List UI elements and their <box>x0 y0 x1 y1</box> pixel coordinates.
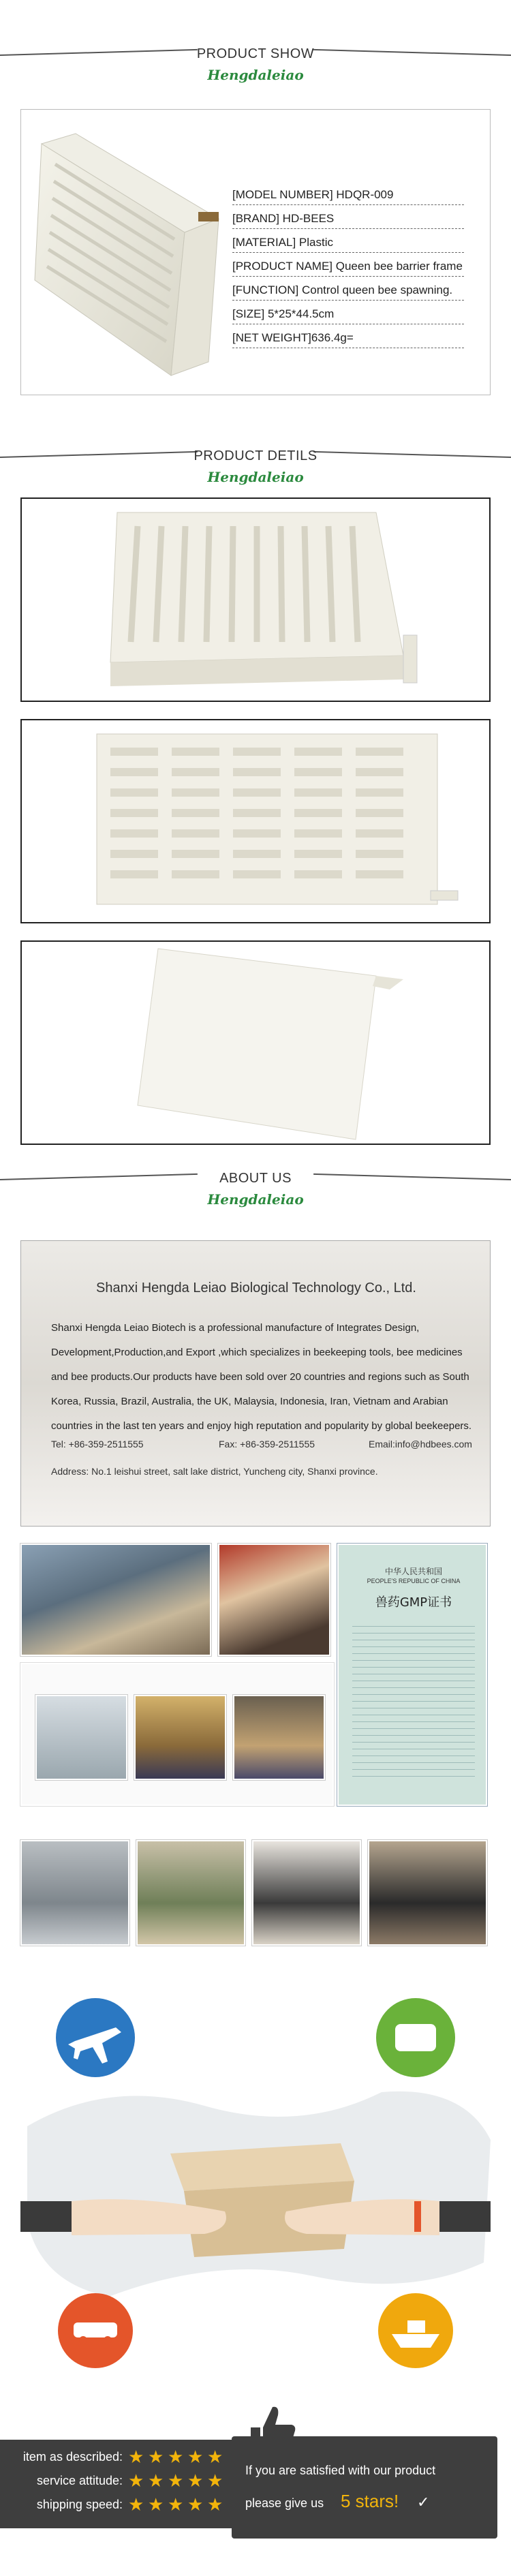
spec-material: [MATERIAL] Plastic <box>232 236 464 253</box>
contact-tel: Tel: +86-359-2511555 <box>51 1439 144 1450</box>
contact-fax: Fax: +86-359-2511555 <box>219 1439 315 1450</box>
rating-message-line2: please give us <box>245 2496 324 2510</box>
certificate-title: 兽药GMP证书 <box>375 1595 452 1610</box>
spec-brand: [BRAND] HD-BEES <box>232 212 464 229</box>
spec-net-weight: [NET WEIGHT]636.4g= <box>232 331 464 348</box>
section-title: PRODUCT DETILS <box>193 448 318 463</box>
star-icon: ★ <box>128 2447 144 2468</box>
star-icon: ★ <box>207 2447 223 2468</box>
gmp-certificate <box>337 1544 487 1806</box>
workshop-photo <box>136 1840 245 1946</box>
rating-label-shipping: shipping speed: <box>36 2498 123 2511</box>
rating-highlight: 5 stars! <box>341 2491 399 2511</box>
star-icon: ★ <box>187 2495 204 2515</box>
star-icon: ★ <box>128 2495 144 2515</box>
detail-image-3 <box>20 940 491 1145</box>
rating-label-service: service attitude: <box>36 2474 123 2487</box>
spec-product-name: [PRODUCT NAME] Queen bee barrier frame <box>232 260 464 277</box>
team-photo <box>134 1695 226 1780</box>
contact-address: Address: No.1 leishui street, salt lake district, Yuncheng city, Shanxi province. <box>51 1466 378 1477</box>
star-icon: ★ <box>168 2495 184 2515</box>
star-icon: ★ <box>148 2447 164 2468</box>
star-icon: ★ <box>148 2471 164 2491</box>
spec-function: [FUNCTION] Control queen bee spawning. <box>232 283 464 301</box>
detail-image-1 <box>20 497 491 702</box>
brand-logo: Hengdaleiao <box>207 67 304 83</box>
certificate-line1: 中华人民共和国 <box>384 1567 442 1576</box>
section-title: ABOUT US <box>219 1171 292 1186</box>
warehouse-photo <box>20 1840 129 1946</box>
star-icon: ★ <box>168 2471 184 2491</box>
group-photo <box>368 1840 487 1946</box>
meeting-photo <box>233 1695 325 1780</box>
rating-banner <box>0 2426 511 2576</box>
company-name: Shanxi Hengda Leiao Biological Technology Co., Ltd. <box>96 1281 416 1295</box>
section-header-about-us <box>0 1159 511 1233</box>
star-icon: ★ <box>128 2471 144 2491</box>
spec-size: [SIZE] 5*25*44.5cm <box>232 307 464 324</box>
brand-logo: Hengdaleiao <box>207 1191 304 1208</box>
product-show-panel <box>20 109 491 395</box>
check-icon: ✓ <box>417 2494 430 2511</box>
factory-photo <box>35 1695 127 1780</box>
certificate-line2: PEOPLE'S REPUBLIC OF CHINA <box>367 1578 461 1584</box>
section-header-product-show <box>0 34 511 109</box>
handshake-photo <box>252 1840 361 1946</box>
certificate-body <box>352 1620 475 1777</box>
detail-image-2 <box>20 719 491 923</box>
about-us-panel <box>20 1240 491 1527</box>
contact-email: Email:info@hdbees.com <box>369 1439 472 1450</box>
star-icon: ★ <box>148 2495 164 2515</box>
exhibition-photo <box>20 1544 211 1656</box>
rating-scores <box>0 2440 232 2528</box>
section-title: PRODUCT SHOW <box>196 46 315 61</box>
star-icon: ★ <box>168 2447 184 2468</box>
star-icon: ★ <box>207 2471 223 2491</box>
star-icon: ★ <box>207 2495 223 2515</box>
product-image-frame <box>28 130 226 382</box>
exhibition-photo <box>218 1544 330 1656</box>
company-description: Shanxi Hengda Leiao Biotech is a professional manufacture of Integrates Design, Development,Production,and Export ,which specializes in beekeeping tools, bee medicines and bee products.Our products have been sold over 20 countries and regions such as South Korea, Russia, Brazil, Australia, the UK, Malaysia, Indonesia, Iran, Vietnam and Arabian countries in the last ten years and enjoy high reputation and popularity by global beekeepers. <box>51 1322 472 1432</box>
spec-model-number: [MODEL NUMBER] HDQR-009 <box>232 188 464 205</box>
rating-message-panel <box>232 2436 497 2539</box>
rating-label-item: item as described: <box>22 2450 123 2464</box>
photo-group-panel <box>20 1663 334 1806</box>
rating-message-line1: If you are satisfied with our product <box>245 2464 436 2477</box>
brand-logo: Hengdaleiao <box>207 469 304 485</box>
star-icon: ★ <box>187 2471 204 2491</box>
shipping-illustration <box>0 1976 511 2426</box>
star-icon: ★ <box>187 2447 204 2468</box>
